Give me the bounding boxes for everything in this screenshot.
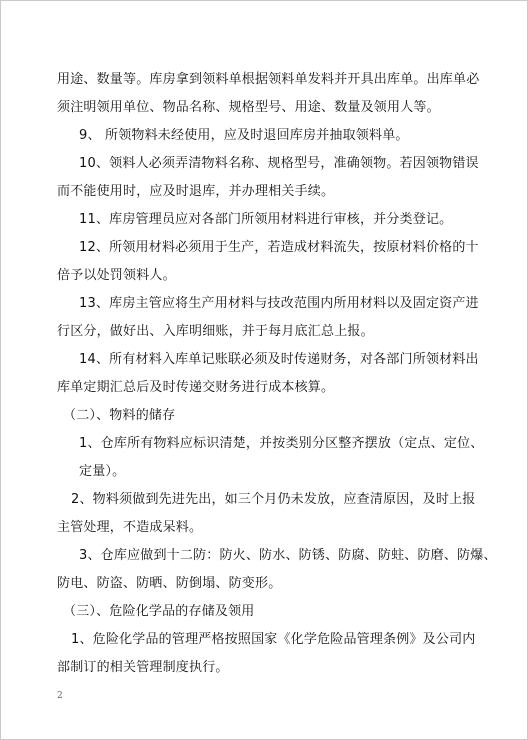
text-line-17: 主管处理，不造成呆料。 xyxy=(57,520,203,535)
text-line-14: 1、仓库所有物料应标识清楚，并按类别分区整齐摆放（定点、定位、 xyxy=(79,436,484,451)
text-line-2: 须注明领用单位、物品名称、规格型号、用途、数量及领用人等。 xyxy=(57,100,440,115)
text-line-1: 用途、数量等。库房拿到领料单根据领料单发料并开具出库单。出库单必 xyxy=(57,72,480,87)
text-line-3: 9、 所领物料未经使用，应及时退回库房并抽取领料单。 xyxy=(79,128,409,143)
text-line-11: 14、所有材料入库单记账联必须及时传递财务，对各部门所领材料出 xyxy=(79,352,479,367)
text-line-16: 2、物料须做到先进先出，如三个月仍未发放，应查清原因，及时上报 xyxy=(71,492,476,507)
text-line-9: 13、库房主管应将生产用材料与技改范围内所用材料以及固定资产进 xyxy=(79,296,479,311)
text-line-19: 防电、防盗、防晒、防倒塌、防变形。 xyxy=(57,576,282,591)
section-heading-3: （三）、危险化学品的存储及领用 xyxy=(63,604,255,619)
text-line-7: 12、所领用材料必须用于生产，若造成材料流失，按原材料价格的十 xyxy=(79,240,479,255)
page-number: 2 xyxy=(57,691,63,701)
section-heading-2: （二）、物料的储存 xyxy=(63,408,176,423)
text-line-15: 定量）。 xyxy=(79,464,126,479)
text-line-6: 11、库房管理员应对各部门所领用材料进行审核，并分类登记。 xyxy=(79,212,453,227)
text-line-4: 10、领料人必须弄清物料名称、规格型号，准确领物。若因领物错误 xyxy=(79,156,479,171)
text-line-22: 部制订的相关管理制度执行。 xyxy=(57,660,229,675)
text-line-12: 库单定期汇总后及时传递交财务进行成本核算。 xyxy=(57,380,335,395)
text-line-8: 倍予以处罚领料人。 xyxy=(57,268,176,283)
text-line-18: 3、仓库应做到十二防：防火、防水、防锈、防腐、防蛀、防磨、防爆、 xyxy=(79,548,497,563)
text-line-10: 行区分，做好出、入库明细账，并于每月底汇总上报。 xyxy=(57,324,374,339)
text-line-21: 1、危险化学品的管理严格按照国家《化学危险品管理条例》及公司内 xyxy=(71,632,476,647)
text-line-5: 而不能使用时，应及时退库，并办理相关手续。 xyxy=(57,184,335,199)
